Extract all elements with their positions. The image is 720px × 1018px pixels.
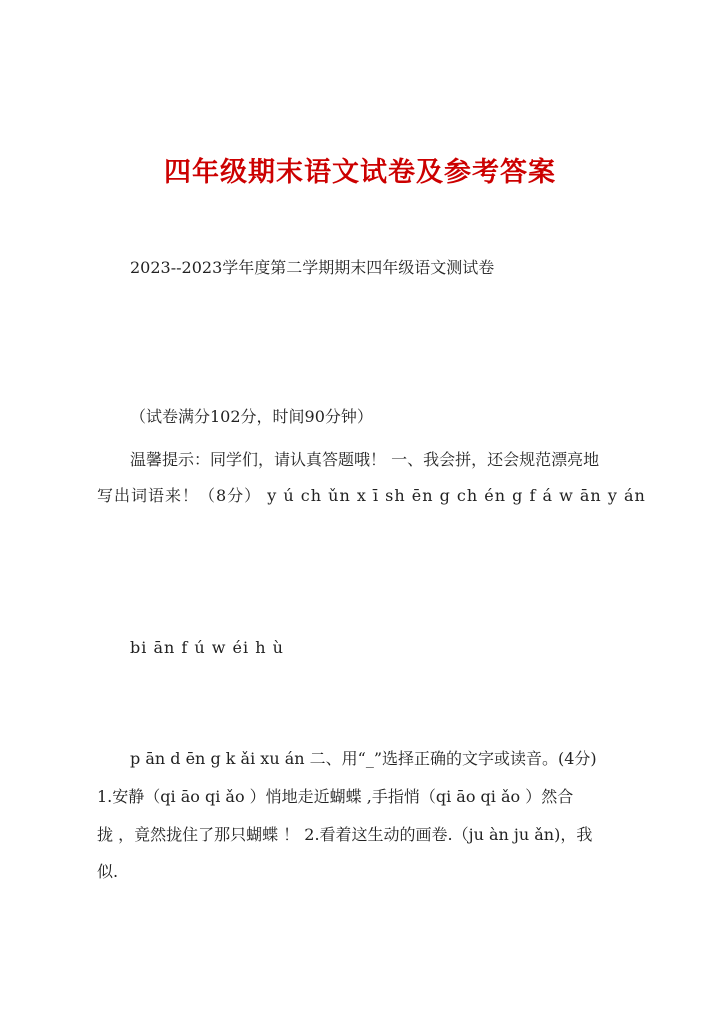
document-title: 四年级期末语文试卷及参考答案 [164,157,556,188]
reminder-line-2: 写出词语来！（8分） y ú ch ǔn x ī sh ēn g ch én g f á w ān y án [97,486,646,505]
section-two-line-2: 1.安静（qi āo qi ǎo ）悄地走近蝴蝶 ,手指悄（qi āo qi ǎo ）然合 [97,787,574,806]
section-two-line-3: 拢 ，竟然拢住了那只蝴蝶 ！ 2.看着这生动的画卷.（ju àn ju ǎn)，我 [97,825,593,844]
score-time-note: （试卷满分102分，时间90分钟） [130,407,373,426]
exam-subtitle: 2023--2023学年度第二学期期末四年级语文测试卷 [130,258,495,277]
reminder-line-1: 温馨提示：同学们，请认真答题哦！ 一、我会拼，还会规范漂亮地 [130,450,600,469]
pinyin-row: bi ān f ú w éi h ù [130,638,284,657]
section-two-line-4: 似. [97,862,119,881]
section-two-line-1: p ān d ēn g k ǎi xu án 二、用“_”选择正确的文字或读音。(4分) [130,749,597,768]
